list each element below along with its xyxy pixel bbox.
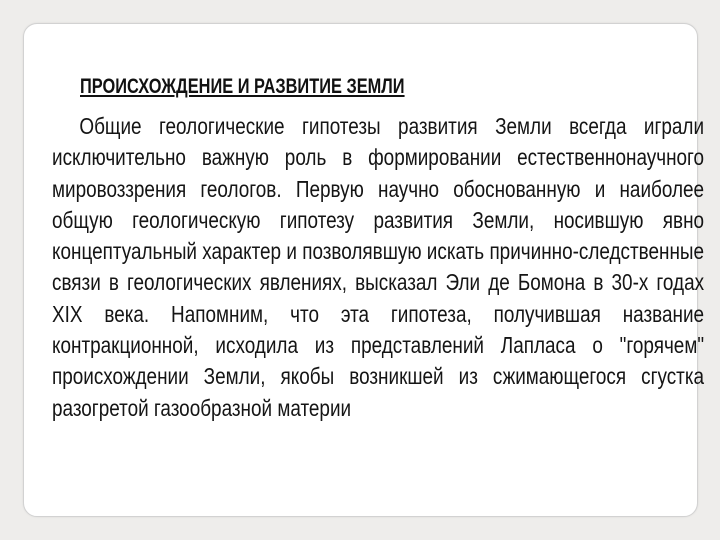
document-title: ПРОИСХОЖДЕНИЕ И РАЗВИТИЕ ЗЕМЛИ xyxy=(80,75,405,98)
document-body-text: Общие геологические гипотезы развития Земли всегда играли исключительно важную роль в формировании естественнонаучного мировоззрения геологов. Первую научно обоснованную и наиболее общую геологическую гипотезу развития Земли, носившую явно концептуальный характер и позволявшую искать причинно-следственные связи в геологических явлениях, высказал Эли де Бомона в 30-х годах XIX века. Напомним, что эта гипотеза, получившая название контракционной, исходила из представлений Лапласа о "горячем" происхождении Земли, якобы возникшей из сжимающегося сгустка разогретой газообразной материи xyxy=(52,113,705,421)
